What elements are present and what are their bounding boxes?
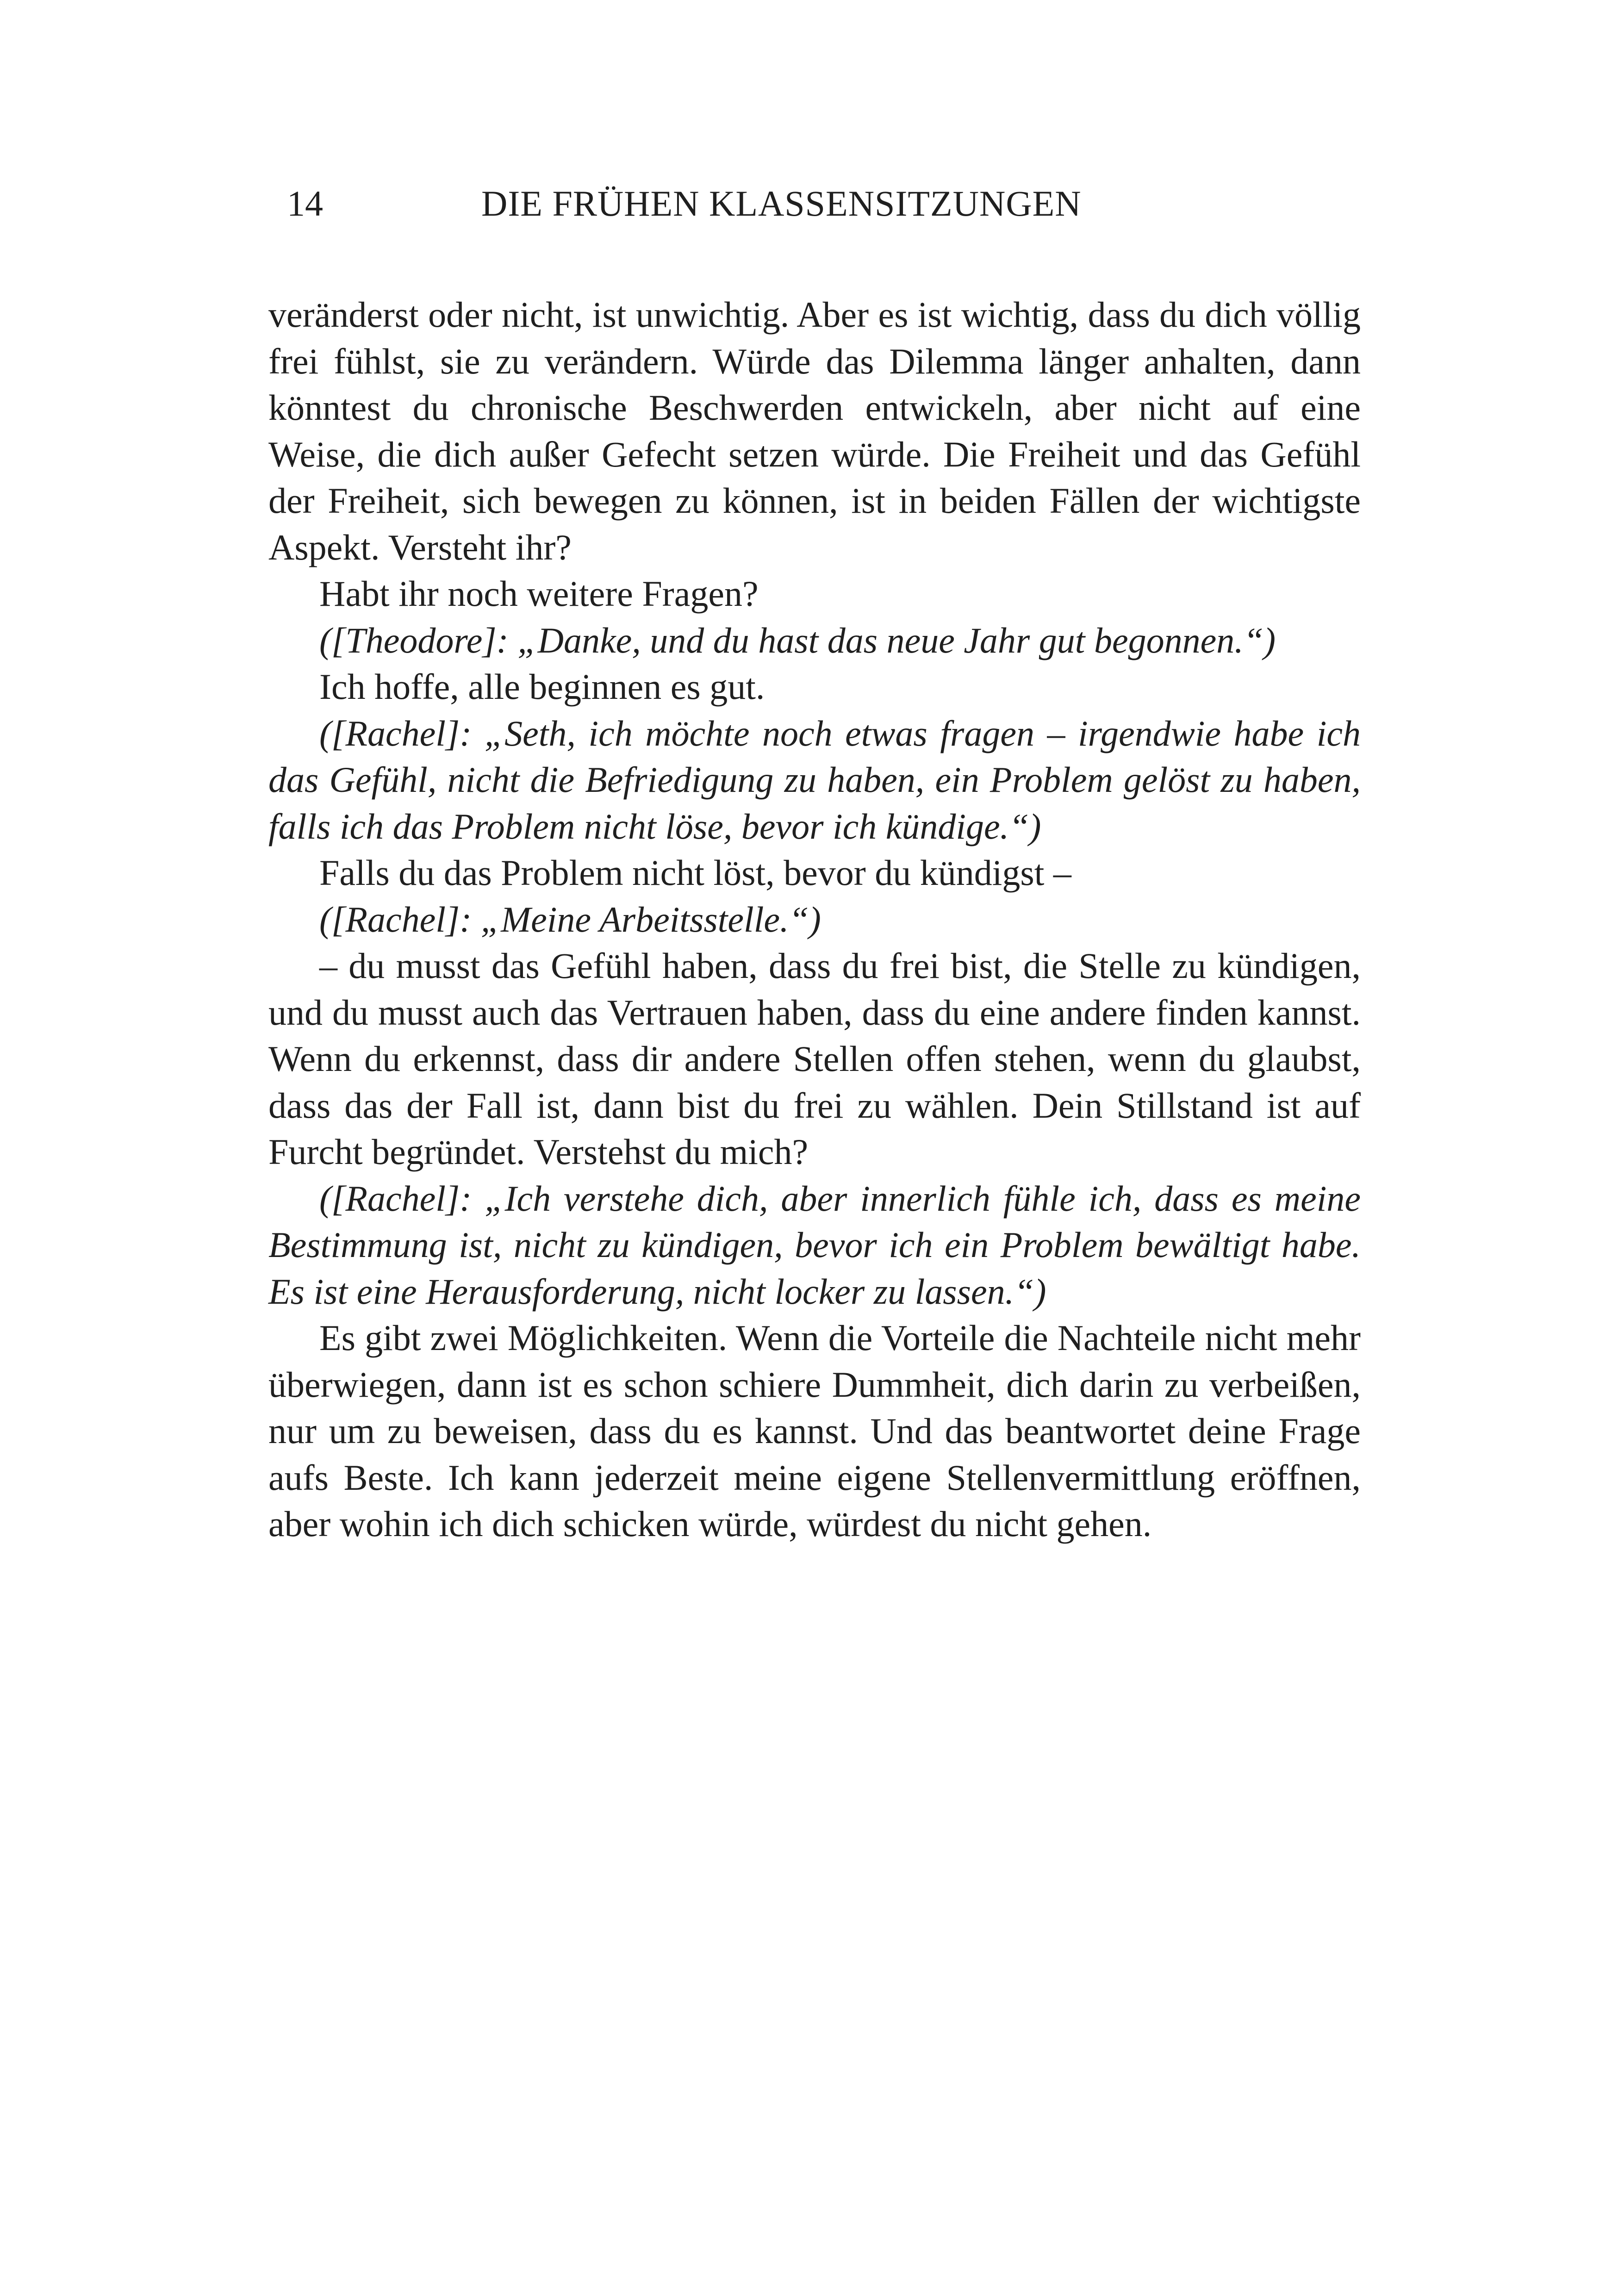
quote-rachel-challenge: ([Rachel]: „Ich verstehe dich, aber innerlich fühle ich, dass es meine Bestimmung ist, nicht zu kündigen, bevor ich ein Problem bewältigt habe. Es ist eine Herausforderung, nicht locker zu lassen.“) [268, 1178, 1361, 1312]
paragraph-question-prompt: Habt ihr noch weitere Fragen? [319, 573, 759, 614]
quote-theodore: ([Theodore]: „Danke, und du hast das neue Jahr gut begonnen.“) [319, 620, 1276, 660]
running-title: DIE FRÜHEN KLASSENSITZUNGEN [481, 183, 1082, 224]
quote-rachel-job: ([Rachel]: „Meine Arbeitsstelle.“) [319, 899, 821, 940]
body-text [268, 292, 1361, 1548]
paragraph-continued: veränderst oder nicht, ist unwichtig. Aber es ist wichtig, dass du dich völlig frei fühlst, sie zu verändern. Würde das Dilemma länger anhalten, dann könntest du chronische Beschwerden entwickeln, aber nicht auf eine Weise, die dich außer Gefecht setzen würde. Die Freiheit und das Gefühl der Freiheit, sich bewegen zu können, ist in beiden Fällen der wichtigste Aspekt. Versteht ihr? [268, 294, 1361, 567]
running-head [268, 176, 1361, 231]
paragraph-two-possibilities: Es gibt zwei Möglichkeiten. Wenn die Vorteile die Nachteile nicht mehr überwiegen, dann ist es schon schiere Dummheit, dich darin zu verbeißen, nur um zu beweisen, dass du es kannst. Und das beantwortet deine Frage aufs Beste. Ich kann jederzeit meine eigene Stellenvermittlung eröffnen, aber wohin ich dich schicken würde, würdest du nicht gehen. [268, 1318, 1361, 1544]
paragraph-freedom: – du musst das Gefühl haben, dass du frei bist, die Stelle zu kündigen, und du musst auch das Vertrauen haben, dass du eine andere finden kannst. Wenn du erkennst, dass dir andere Stellen offen stehen, wenn du glaubst, dass das der Fall ist, dann bist du frei zu wählen. Dein Stillstand ist auf Furcht begründet. Verstehst du mich? [268, 946, 1361, 1172]
quote-rachel-question: ([Rachel]: „Seth, ich möchte noch etwas fragen – irgendwie habe ich das Gefühl, nicht die Befriedigung zu haben, ein Problem gelöst zu haben, falls ich das Problem nicht löse, bevor ich kündige.“) [268, 713, 1361, 846]
paragraph-hope: Ich hoffe, alle beginnen es gut. [319, 666, 765, 707]
page-number: 14 [287, 183, 323, 224]
paragraph-if-not-solved: Falls du das Problem nicht löst, bevor du kündigst – [319, 852, 1071, 893]
